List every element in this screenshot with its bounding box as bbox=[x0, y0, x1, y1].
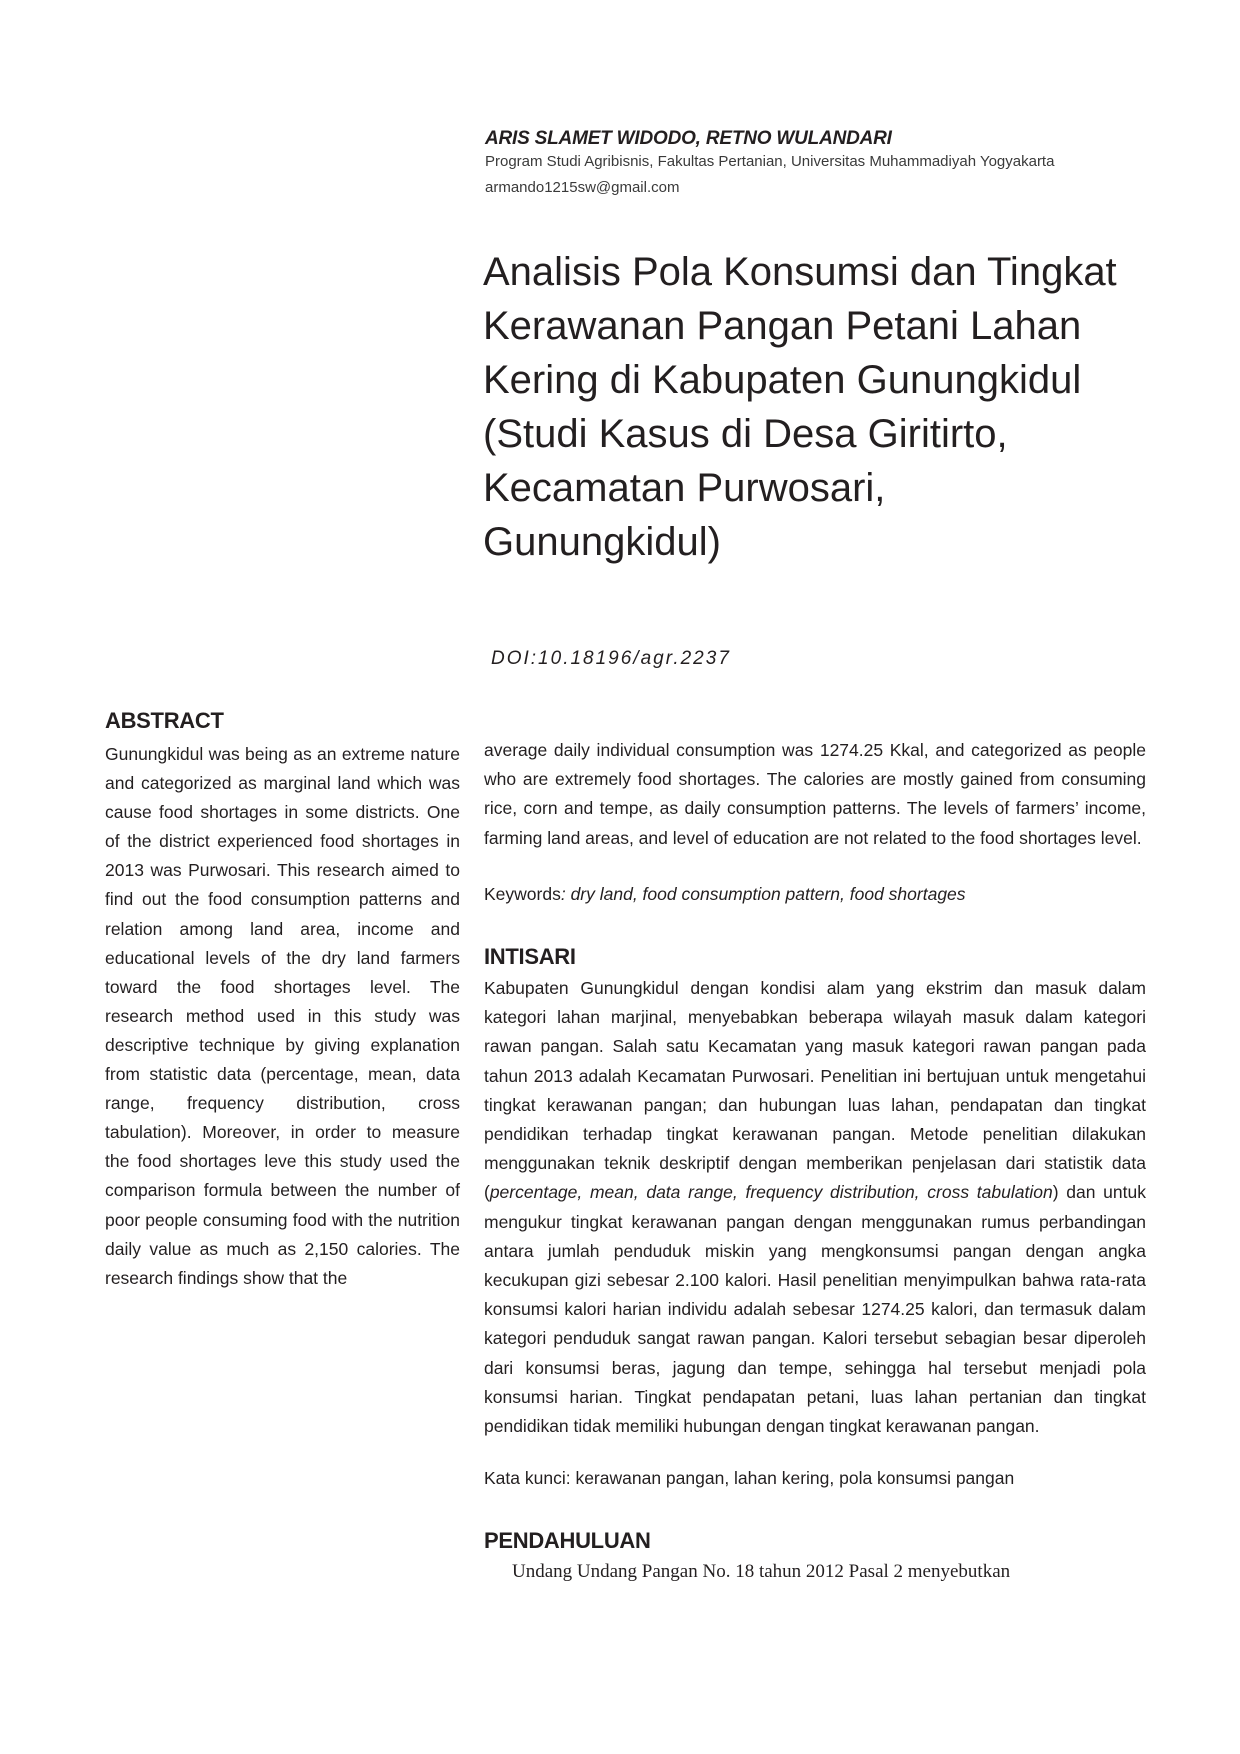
kata-kunci bbox=[484, 1468, 1014, 1489]
title-line: (Studi Kasus di Desa Giritirto, bbox=[483, 412, 1008, 456]
intisari-heading: INTISARI bbox=[484, 944, 576, 969]
intisari-text-italic: percentage, mean, data range, frequency distribution, cross tabulation bbox=[489, 1182, 1053, 1203]
intisari-text bbox=[484, 974, 1146, 1441]
doi[interactable]: DOI:10.18196/agr.2237 bbox=[491, 648, 731, 669]
pendahuluan-heading: PENDAHULUAN bbox=[484, 1528, 651, 1553]
kata-kunci-label: Kata kunci bbox=[484, 1468, 566, 1488]
keywords-text: : dry land, food consumption pattern, food shortages bbox=[560, 884, 966, 904]
abstract-heading: ABSTRACT bbox=[105, 708, 224, 733]
author-email[interactable]: armando1215sw@gmail.com bbox=[485, 179, 680, 196]
title-line: Kerawanan Pangan Petani Lahan bbox=[483, 304, 1082, 348]
affiliation: Program Studi Agribisnis, Fakultas Pertanian, Universitas Muhammadiyah Yogyakarta bbox=[485, 153, 1055, 170]
intisari-text-part: Kabupaten Gunungkidul dengan kondisi alam yang ekstrim dan masuk dalam kategori lahan marjinal, menyebabkan beberapa wilayah masuk dalam kategori rawan pangan. Salah satu Kecamatan yang masuk kategori rawan pangan pada tahun 2013 adalah Kecamatan Purwosari. Penelitian ini bertujuan untuk mengetahui tingkat kerawanan pangan; dan hubungan luas lahan, pendapatan dan tingkat pendidikan terhadap tingkat kerawanan pangan. Metode penelitian dilakukan menggunakan teknik deskriptif dengan memberikan penjelasan dari statistik data ( bbox=[484, 978, 1146, 1203]
keywords-label: Keywords bbox=[484, 884, 561, 904]
title-line: Gunungkidul) bbox=[483, 520, 721, 564]
kata-kunci-text: : kerawanan pangan, lahan kering, pola konsumsi pangan bbox=[565, 1468, 1015, 1488]
abstract-text-left: Gunungkidul was being as an extreme nature and categorized as marginal land which was cause food shortages in some districts. One of the district experienced food shortages in 2013 was Purwosari. This research aimed to find out the food consumption patterns and relation among land area, income and educational levels of the dry land farmers toward the food shortages level. The research method used in this study was descriptive technique by giving explanation from statistic data (percentage, mean, data range, frequency distribution, cross tabulation). Moreover, in order to measure the food shortages leve this study used the comparison formula between the number of poor people consuming food with the nutrition daily value as much as 2,150 calories. The research findings show that the bbox=[105, 744, 460, 1288]
authors: ARIS SLAMET WIDODO, RETNO WULANDARI bbox=[485, 128, 892, 149]
intisari-text-part: ) dan untuk mengukur tingkat kerawanan pangan dengan menggunakan rumus perbandingan antara jumlah penduduk miskin yang mengkonsumsi pangan dengan angka kecukupan gizi sebesar 2.100 kalori. Hasil penelitian menyimpulkan bahwa rata-rata konsumsi kalori harian individu adalah sebesar 1274.25 kalori, dan termasuk dalam kategori penduduk sangat rawan pangan. Kalori tersebut sebagian besar diperoleh dari konsumsi beras, jagung dan tempe, sehingga hal tersebut menjadi pola konsumsi harian. Tingkat pendapatan petani, luas lahan pertanian dan tingkat pendidikan tidak memiliki hubungan dengan tingkat kerawanan pangan. bbox=[484, 1182, 1146, 1437]
paper-title bbox=[483, 245, 1183, 569]
abstract-text-right: average daily individual consumption was 1274.25 Kkal, and categorized as people who are extremely food shortages. The calories are mostly gained from consuming rice, corn and tempe, as daily consumption patterns. The levels of farmers’ income, farming land areas, and level of education are not related to the food shortages level. bbox=[484, 740, 1146, 848]
title-line: Kecamatan Purwosari, bbox=[483, 466, 886, 510]
title-line: Kering di Kabupaten Gunungkidul bbox=[483, 358, 1082, 402]
keywords bbox=[484, 880, 966, 909]
pendahuluan-text: Undang Undang Pangan No. 18 tahun 2012 Pasal 2 menyebutkan bbox=[512, 1561, 1011, 1582]
title-line: Analisis Pola Konsumsi dan Tingkat bbox=[483, 250, 1117, 294]
